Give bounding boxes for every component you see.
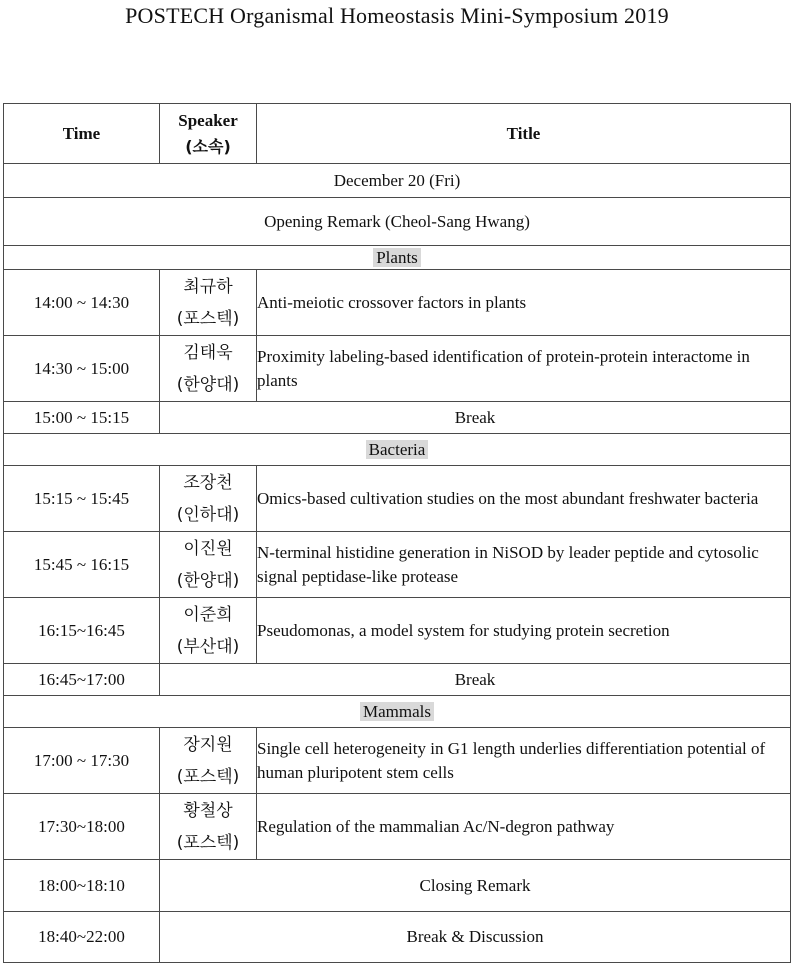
date-cell: December 20 (Fri)	[4, 164, 791, 198]
table-header-row	[4, 104, 791, 164]
talk-time: 17:30~18:00	[4, 794, 160, 860]
discussion-row	[4, 912, 791, 963]
talk-title: Omics-based cultivation studies on the most abundant freshwater bacteria	[257, 466, 791, 532]
speaker-affiliation: (한양대)	[176, 374, 240, 395]
speaker-cell	[160, 598, 257, 664]
section-heading-mammals: Mammals	[360, 702, 434, 721]
break-row	[4, 664, 791, 696]
closing-remark: Closing Remark	[160, 860, 791, 912]
speaker-affiliation: (포스텍)	[176, 766, 240, 787]
closing-time: 18:00~18:10	[4, 860, 160, 912]
section-row-plants	[4, 246, 791, 270]
speaker-cell	[160, 794, 257, 860]
talk-time: 14:30 ~ 15:00	[4, 336, 160, 402]
speaker-affiliation: (부산대)	[176, 636, 240, 657]
speaker-name: 황철상	[183, 800, 233, 821]
speaker-cell	[160, 336, 257, 402]
speaker-name: 최규하	[183, 276, 233, 297]
talk-title: Anti-meiotic crossover factors in plants	[257, 270, 791, 336]
talk-title: Proximity labeling-based identification of protein-protein interactome in plants	[257, 336, 791, 402]
header-time: Time	[4, 104, 160, 164]
table-row	[4, 466, 791, 532]
break-time: 15:00 ~ 15:15	[4, 402, 160, 434]
table-row	[4, 598, 791, 664]
discussion-time: 18:40~22:00	[4, 912, 160, 963]
speaker-name: 이준희	[183, 604, 233, 625]
header-speaker	[160, 104, 257, 164]
talk-title: N-terminal histidine generation in NiSOD by leader peptide and cytosolic signal peptidase-like protease	[257, 532, 791, 598]
section-heading-bacteria: Bacteria	[366, 440, 429, 459]
discussion-label: Break & Discussion	[160, 912, 791, 963]
speaker-affiliation: (한양대)	[176, 570, 240, 591]
break-row	[4, 402, 791, 434]
talk-time: 15:15 ~ 15:45	[4, 466, 160, 532]
table-row	[4, 270, 791, 336]
speaker-name: 조장천	[183, 472, 233, 493]
break-time: 16:45~17:00	[4, 664, 160, 696]
speaker-affiliation: (포스텍)	[176, 308, 240, 329]
section-row-mammals	[4, 696, 791, 728]
speaker-cell	[160, 532, 257, 598]
talk-title: Pseudomonas, a model system for studying protein secretion	[257, 598, 791, 664]
header-affiliation-label: (소속)	[185, 136, 231, 156]
closing-row	[4, 860, 791, 912]
break-label: Break	[160, 402, 791, 434]
header-title: Title	[257, 104, 791, 164]
talk-title: Single cell heterogeneity in G1 length underlies differentiation potential of human pluripotent stem cells	[257, 728, 791, 794]
table-row	[4, 532, 791, 598]
header-speaker-label: Speaker	[178, 110, 238, 130]
section-row-bacteria	[4, 434, 791, 466]
speaker-name: 이진원	[183, 538, 233, 559]
table-row	[4, 336, 791, 402]
talk-time: 17:00 ~ 17:30	[4, 728, 160, 794]
speaker-cell	[160, 466, 257, 532]
speaker-cell	[160, 270, 257, 336]
speaker-cell	[160, 728, 257, 794]
speaker-affiliation: (포스텍)	[176, 832, 240, 853]
schedule-table	[3, 103, 791, 963]
talk-time: 14:00 ~ 14:30	[4, 270, 160, 336]
table-row	[4, 794, 791, 860]
speaker-name: 장지원	[183, 734, 233, 755]
talk-time: 16:15~16:45	[4, 598, 160, 664]
date-row	[4, 164, 791, 198]
table-row	[4, 728, 791, 794]
talk-title: Regulation of the mammalian Ac/N-degron pathway	[257, 794, 791, 860]
section-heading-plants: Plants	[373, 248, 421, 267]
opening-remark: Opening Remark (Cheol-Sang Hwang)	[4, 198, 791, 246]
talk-time: 15:45 ~ 16:15	[4, 532, 160, 598]
speaker-name: 김태욱	[183, 342, 233, 363]
document-title: POSTECH Organismal Homeostasis Mini-Symposium 2019	[125, 3, 669, 28]
break-label: Break	[160, 664, 791, 696]
speaker-affiliation: (인하대)	[176, 504, 240, 525]
opening-row	[4, 198, 791, 246]
